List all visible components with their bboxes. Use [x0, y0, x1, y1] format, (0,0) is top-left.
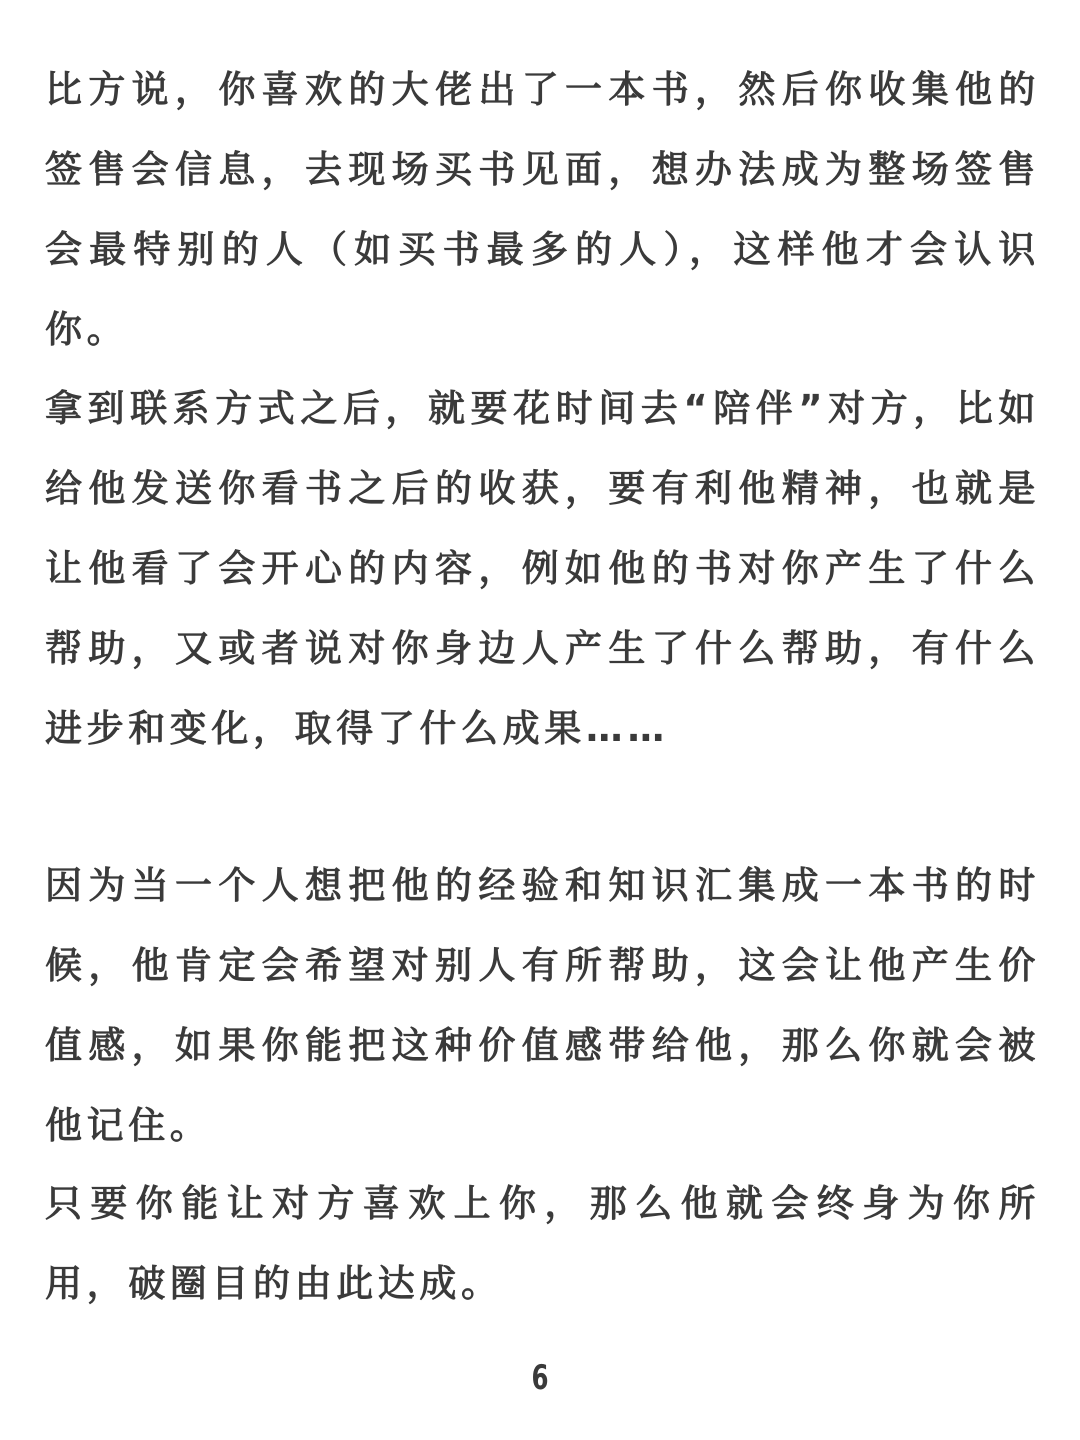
- paragraph-companionship: 拿到联系方式之后，就要花时间去“陪伴”对方，比如给他发送你看书之后的收获，要有利他精神，也就是让他看了会开心的内容，例如他的书对你产生了什么帮助，又或者说对你身边人产生了什么帮助，有什么进步和变化，取得了什么成果……: [45, 387, 1040, 750]
- paragraph-conclusion: 只要你能让对方喜欢上你，那么他就会终身为你所用，破圈目的由此达成。: [45, 1182, 1040, 1305]
- page-number: 6: [531, 1358, 549, 1398]
- paragraph-value-sense: 因为当一个人想把他的经验和知识汇集成一本书的时候，他肯定会希望对别人有所帮助，这会让他产生价值感，如果你能把这种价值感带给他，那么你就会被他记住。: [45, 864, 1040, 1147]
- paragraph-book-signing: 比方说，你喜欢的大佬出了一本书，然后你收集他的签售会信息，去现场买书见面，想办法成为整场签售会最特别的人（如买书最多的人），这样他才会认识你。: [45, 68, 1040, 351]
